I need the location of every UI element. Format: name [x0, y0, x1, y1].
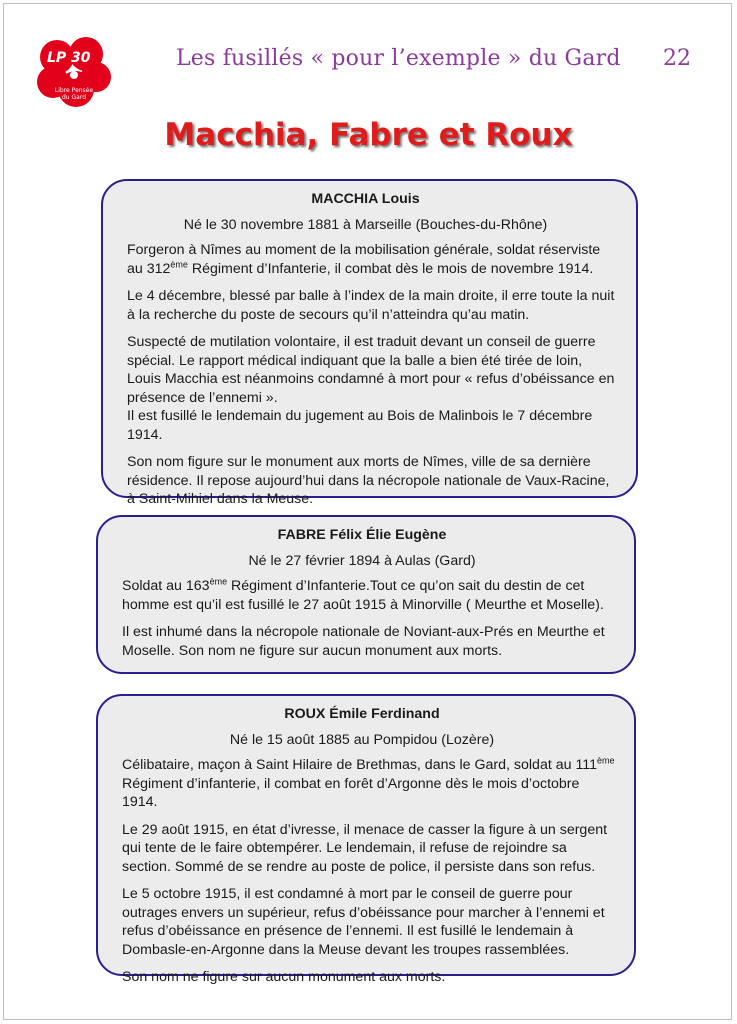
svg-text:LP 30: LP 30 — [47, 50, 91, 66]
running-header-title: Les fusillés « pour l’exemple » du Gard — [176, 46, 621, 71]
biography-paragraph: Le 4 décembre, blessé par balle à l’index de la main droite, il erre toute la nuit à la recherche du poste de secours qu’il n’atteindra qu’au matin. — [127, 288, 615, 323]
biography-paragraph: Le 29 août 1915, en état d’ivresse, il menace de casser la figure à un sergent qui tente de le faire obtempérer. Le lendemain, il refuse de rejoindre sa section. Sommé de se rendre au poste de police, il persiste dans son refus. — [122, 821, 608, 875]
soldier-name: ROUX Émile Ferdinand — [284, 706, 440, 722]
libre-pensee-logo — [36, 37, 112, 109]
soldier-name: FABRE Félix Élie Eugène — [277, 527, 447, 543]
biography-paragraph: Son nom ne figure sur aucun monument aux morts. — [122, 969, 446, 985]
biography-card-macchia — [101, 179, 638, 507]
birth-info: Né le 27 février 1894 à Aulas (Gard) — [248, 552, 476, 569]
biography-card-roux — [96, 694, 636, 985]
birth-info: Né le 15 août 1885 au Pompidou (Lozère) — [229, 731, 495, 748]
svg-text:Libre Pensée: Libre Pensée — [54, 87, 94, 94]
biography-paragraph: Forgeron à Nîmes au moment de la mobilisation générale, soldat réserviste au 312ème Régiment d’Infanterie, il combat dès le mois de novembre 1914. — [127, 242, 601, 277]
page-number: 22 — [663, 46, 691, 71]
biography-card-fabre — [96, 515, 636, 674]
biography-paragraph: Il est fusillé le lendemain du jugement au Bois de Malinbois le 7 décembre 1914. — [127, 408, 593, 443]
page-title: Macchia, Fabre et Roux — [164, 117, 573, 153]
biography-paragraph: Célibataire, maçon à Saint Hilaire de Brethmas, dans le Gard, soldat au 111ème Régiment d’infanterie, il combat en forêt d’Argonne dès le mois d’octobre 1914. — [122, 755, 615, 810]
biography-paragraph: Le 5 octobre 1915, il est condamné à mort par le conseil de guerre pour outrages envers un supérieur, refus d’obéissance pour marcher à l’ennemi et refus d’obéissance en présence de l’ennemi. Il est fusillé le lendemain à Dombasle-en-Argonne dans la Meuse devant les troupes rassemblées. — [122, 886, 605, 958]
soldier-name: MACCHIA Louis — [311, 191, 420, 207]
biography-paragraph: Son nom figure sur le monument aux morts de Nîmes, ville de sa dernière résidence. Il repose aujourd’hui dans la nécropole nationale de Vaux-Racine, à Saint-Mihiel dans la Meuse. — [127, 454, 610, 507]
biography-paragraph: Suspecté de mutilation volontaire, il est traduit devant un conseil de guerre spécial. Le rapport médical indiquant que la balle a bien été tirée de loin, Louis Macchia est néanmoins condamné à mort pour « refus d’obéissance en présence de l’ennemi ». — [127, 334, 615, 406]
biography-paragraph: Il est inhumé dans la nécropole nationale de Noviant-aux-Prés en Meurthe et Moselle. Son nom ne figure sur aucun monument aux morts. — [122, 624, 605, 659]
biography-paragraph: Soldat au 163ème Régiment d’Infanterie.Tout ce qu’on sait du destin de cet homme est qu’il est fusillé le 27 août 1915 à Minorville ( Meurthe et Moselle). — [122, 576, 604, 613]
birth-info: Né le 30 novembre 1881 à Marseille (Bouches-du-Rhône) — [183, 216, 548, 233]
svg-text:du Gard: du Gard — [61, 94, 87, 101]
